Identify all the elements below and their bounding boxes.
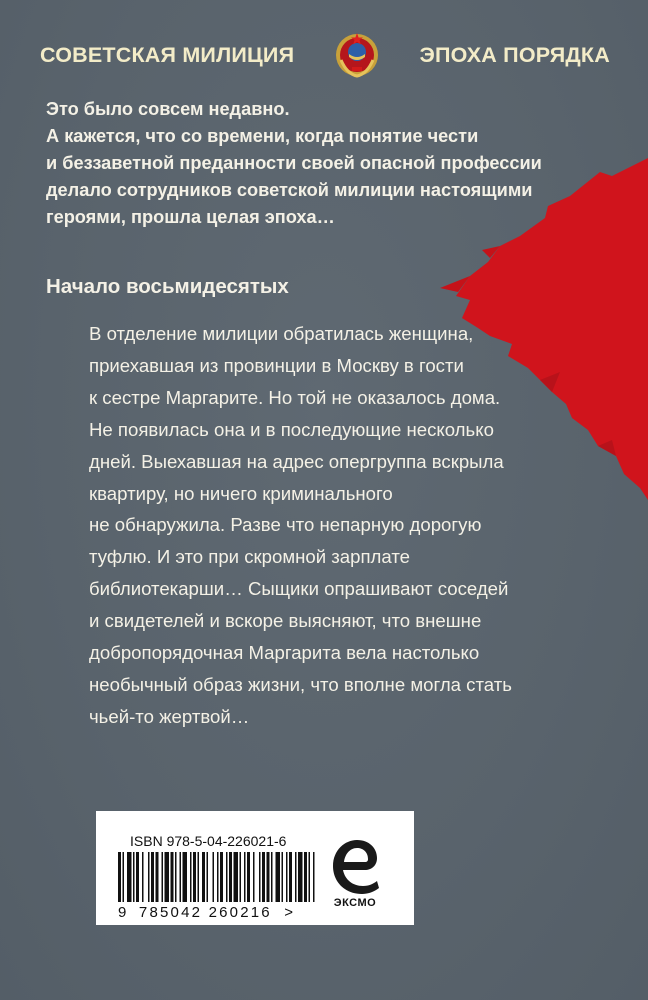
body-line: библиотекарши… Сыщики опрашивают соседей <box>89 578 509 600</box>
intro-line: и беззаветной преданности своей опасной профессии <box>46 153 542 173</box>
intro-line: делало сотрудников советской милиции настоящими <box>46 180 533 200</box>
eksmo-logo-icon <box>327 836 383 896</box>
barcode-digit-tail: > <box>284 904 293 921</box>
body-line: необычный образ жизни, что вполне могла стать <box>89 673 512 695</box>
isbn-number: ISBN 978-5-04-226021-6 <box>130 833 287 849</box>
series-title-left: СОВЕТСКАЯ МИЛИЦИЯ <box>40 42 295 67</box>
soviet-emblem-icon <box>333 30 381 80</box>
body-line: к сестре Маргарите. Но той не оказалось дома. <box>89 386 501 408</box>
body-line: не обнаружила. Разве что непарную дорогую <box>89 514 482 536</box>
barcode-digit-group-2: 260216 <box>208 904 272 921</box>
body-line: дней. Выехавшая на адрес опергруппа вскрыла <box>89 450 504 472</box>
body-line: добропорядочная Маргарита вела настолько <box>89 642 480 664</box>
intro-line: героями, прошла целая эпоха… <box>46 207 335 227</box>
intro-line: Это было совсем недавно. <box>46 99 290 119</box>
series-title-right: ЭПОХА ПОРЯДКА <box>419 42 610 67</box>
body-line: и свидетелей и вскоре выясняют, что внешне <box>89 610 482 632</box>
body-line: квартиру, но ничего криминального <box>89 482 393 504</box>
body-line: Не появилась она и в последующие несколько <box>89 418 494 440</box>
body-line: чьей-то жертвой… <box>89 705 250 727</box>
intro-paragraph <box>46 96 616 231</box>
body-line: В отделение милиции обратилась женщина, <box>89 323 474 344</box>
annotation-paragraph <box>89 318 629 733</box>
body-line: приехавшая из провинции в Москву в гости <box>89 354 464 376</box>
body-line: туфлю. И это при скромной зарплате <box>89 546 410 568</box>
barcode-digit-group-1: 785042 <box>138 904 203 921</box>
series-banner <box>40 30 610 80</box>
publisher-name: ЭКСМО <box>333 897 377 909</box>
intro-line: А кажется, что со времени, когда понятие чести <box>46 126 479 146</box>
section-heading: Начало восьмидесятых <box>46 275 289 298</box>
barcode-digit-lead: 9 <box>118 904 129 921</box>
